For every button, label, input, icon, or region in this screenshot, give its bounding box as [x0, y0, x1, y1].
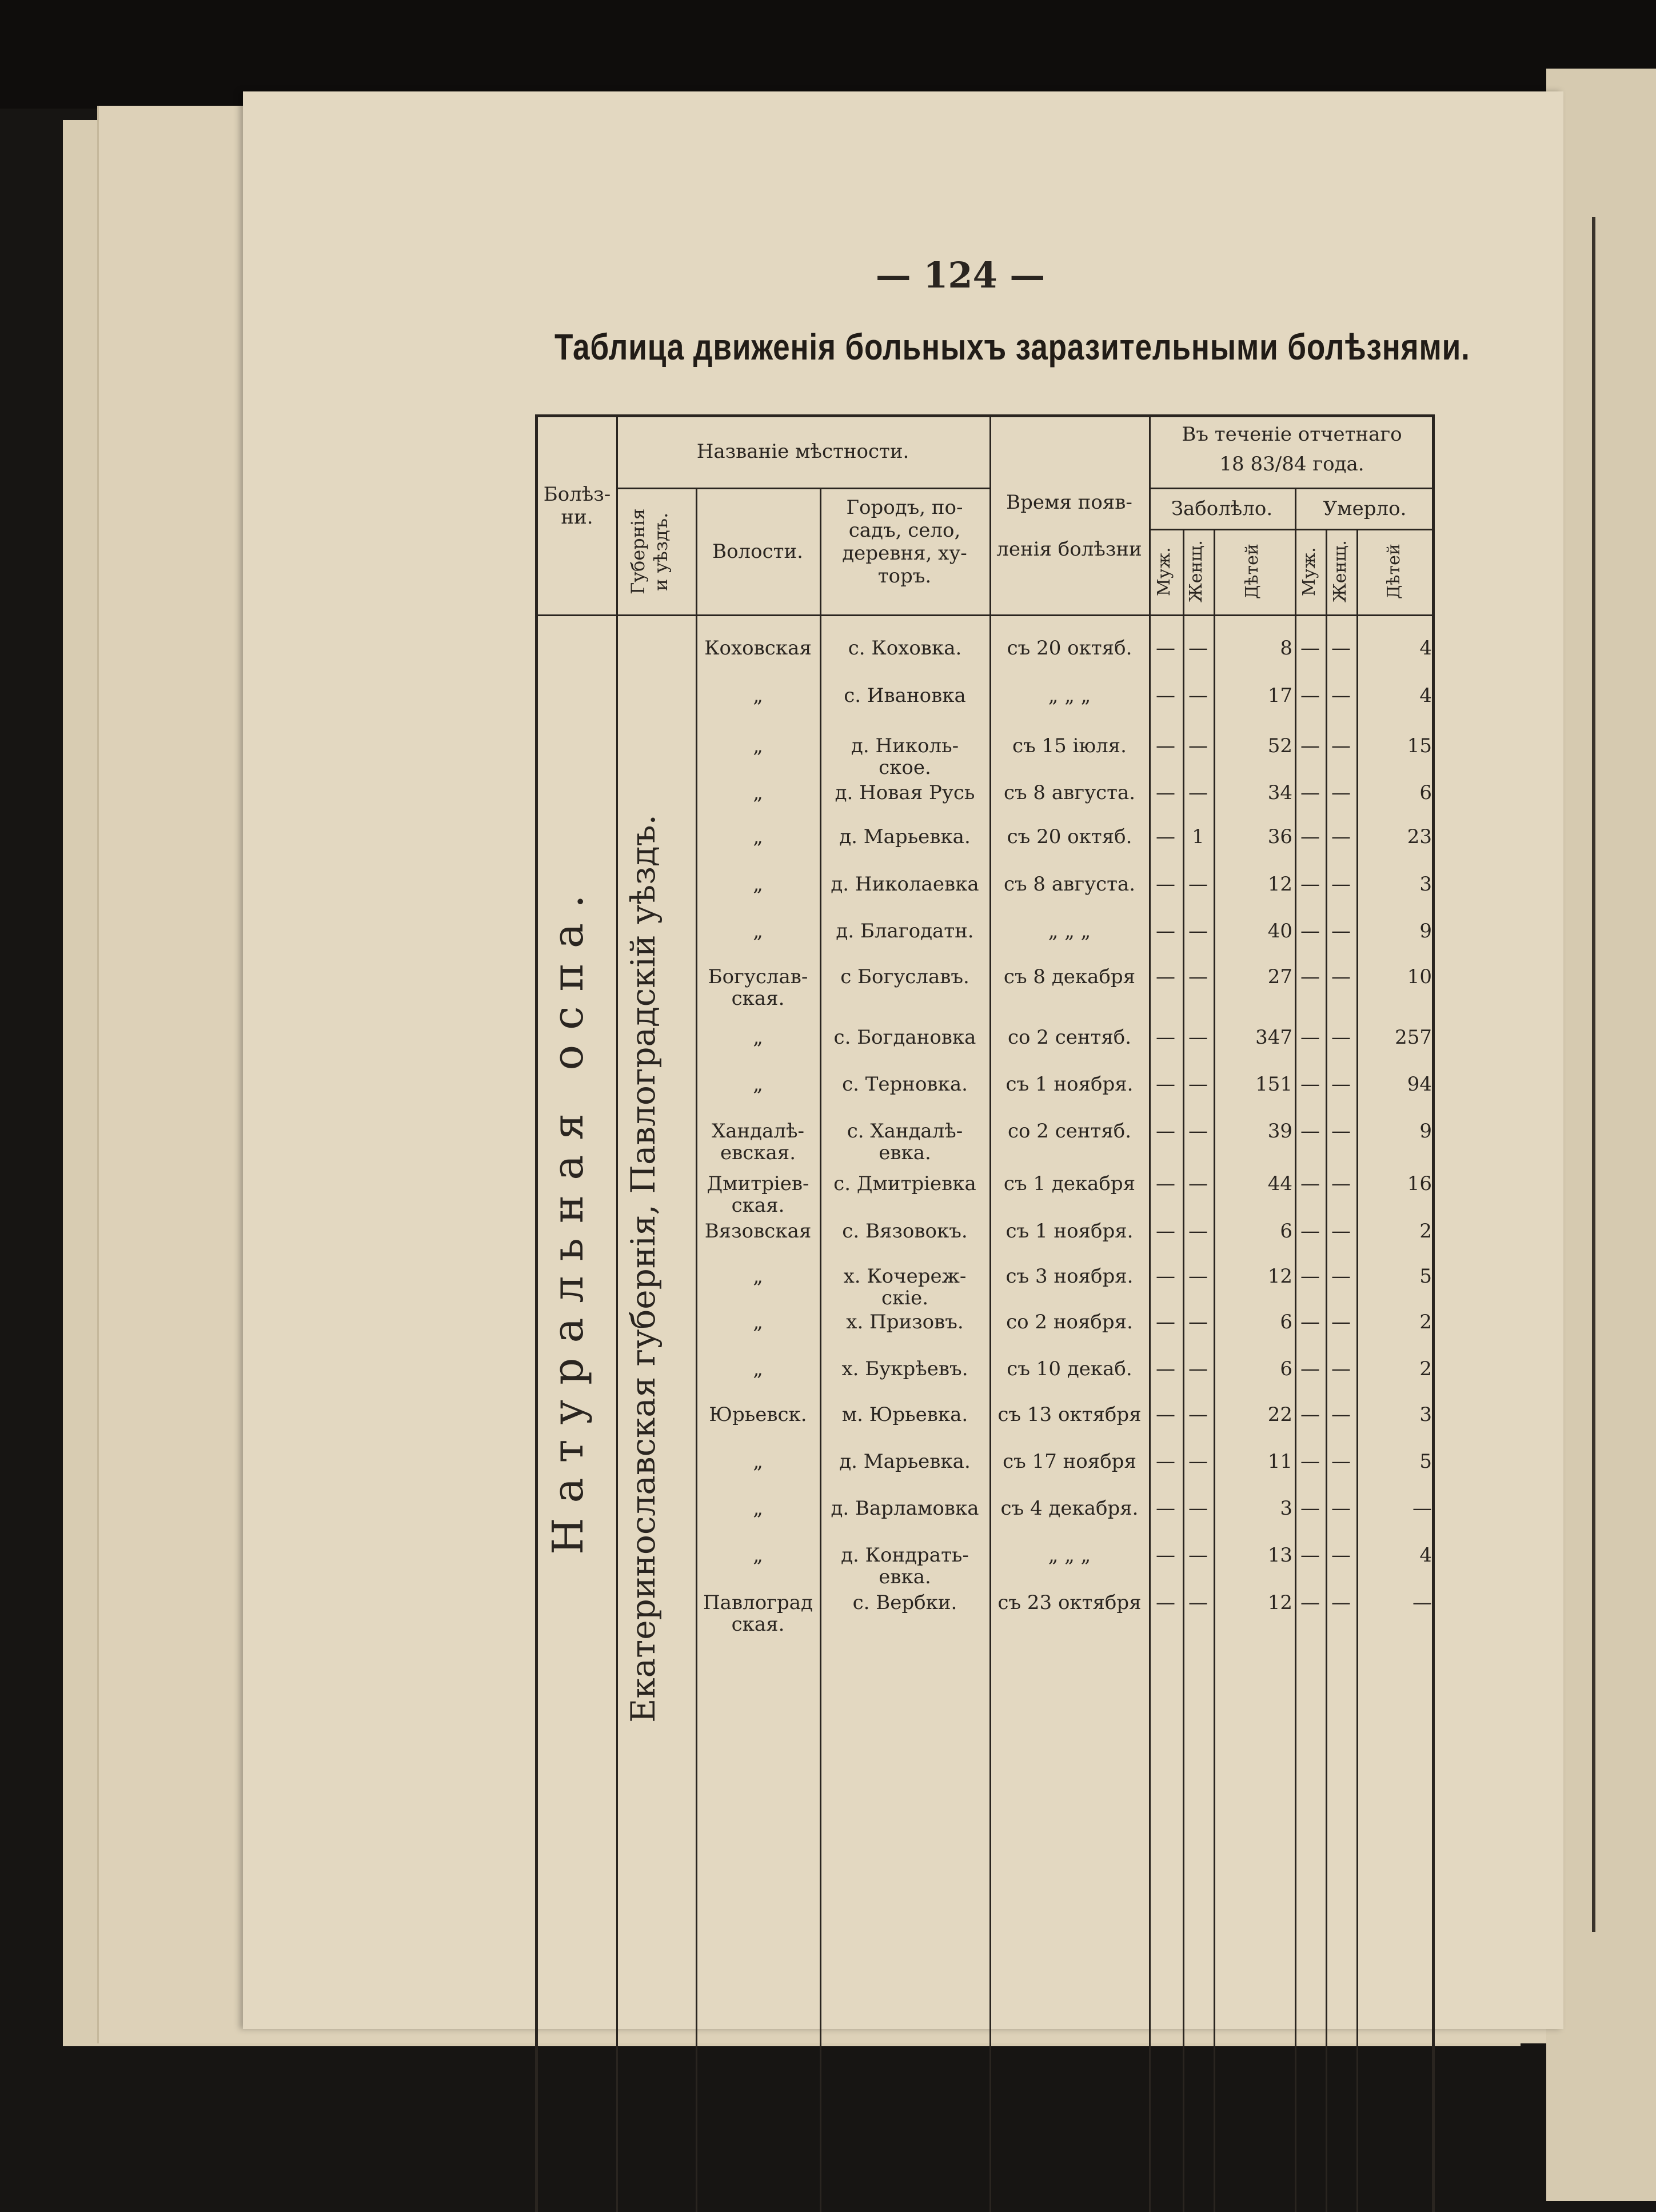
table-cell-sm: —	[1156, 1450, 1175, 1473]
table-cell-sm: —	[1156, 1544, 1175, 1567]
table-cell-time: съ 1 ноября.	[1005, 1073, 1134, 1096]
table-cell-dm: —	[1300, 1120, 1320, 1143]
table-cell-volost: „	[753, 1311, 763, 1333]
table-cell-volost: „	[753, 1265, 763, 1288]
table-cell-dw: —	[1331, 1403, 1351, 1426]
table-cell-dm: —	[1300, 965, 1320, 988]
table-cell-dm: —	[1300, 684, 1320, 707]
table-cell-time: „ „ „	[1048, 1544, 1091, 1567]
table-cell-sw: —	[1188, 1172, 1208, 1195]
table-cell-sc: 27	[1267, 965, 1292, 988]
table-cell-time: съ 20 октяб.	[1007, 825, 1132, 848]
table-cell-dc: 5	[1419, 1265, 1432, 1288]
table-cell-sm: —	[1156, 873, 1175, 896]
header-province: Губернія и уѣздъ.	[627, 508, 672, 595]
table-cell-sw: —	[1188, 1073, 1208, 1096]
table-cell-dc: —	[1412, 1497, 1432, 1520]
header-sick-men: Муж.	[1154, 547, 1174, 596]
table-cell-sc: 6	[1280, 1357, 1292, 1380]
table-cell-volost: „	[753, 1544, 763, 1567]
table-cell-dm: —	[1300, 781, 1320, 804]
table-cell-time: съ 3 ноября.	[1005, 1265, 1134, 1288]
table-cell-sm: —	[1156, 1120, 1175, 1143]
table-cell-sc: 36	[1267, 825, 1292, 848]
table-cell-sc: 34	[1267, 781, 1292, 804]
table-cell-time: „ „ „	[1048, 684, 1091, 707]
table-cell-sm: —	[1156, 1591, 1175, 1614]
table-cell-dc: —	[1412, 1591, 1432, 1614]
table-cell-volost: „	[753, 873, 763, 896]
header-sick: Заболѣло.	[1171, 497, 1273, 520]
header-sick-children: Дѣтей	[1242, 544, 1262, 600]
table-cell-sm: —	[1156, 1497, 1175, 1520]
table-cell-sm: —	[1156, 1073, 1175, 1096]
table-cell-sc: 151	[1255, 1073, 1292, 1096]
header-volost: Волости.	[712, 540, 803, 563]
table-cell-dc: 5	[1419, 1450, 1432, 1473]
table-cell-time: со 2 сентяб.	[1007, 1120, 1132, 1143]
table-cell-dw: —	[1331, 1591, 1351, 1614]
table-cell-sm: —	[1156, 920, 1175, 943]
table-cell-dc: 16	[1407, 1172, 1432, 1195]
table-cell-dw: —	[1331, 1311, 1351, 1333]
table-cell-dc: 9	[1419, 920, 1432, 943]
header-time: Время появ- ленія болѣзни	[996, 491, 1142, 561]
table-cell-dm: —	[1300, 825, 1320, 848]
table-cell-time: съ 13 октября	[997, 1403, 1142, 1426]
table-cell-time: со 2 ноября.	[1006, 1311, 1133, 1333]
table-cell-place: д. Кондрать- евка.	[841, 1544, 969, 1588]
table-cell-dw: —	[1331, 1497, 1351, 1520]
table-cell-sc: 6	[1280, 1311, 1292, 1333]
table-cell-sm: —	[1156, 1403, 1175, 1426]
table-cell-volost: „	[753, 1497, 763, 1520]
table-cell-time: съ 10 декаб.	[1007, 1357, 1132, 1380]
table-cell-place: с. Вязовокъ.	[842, 1220, 968, 1243]
table-cell-sc: 12	[1267, 1591, 1292, 1614]
table-cell-sm: —	[1156, 825, 1175, 848]
table-cell-dw: —	[1331, 1450, 1351, 1473]
table-cell-time: съ 23 октября	[997, 1591, 1142, 1614]
table-cell-volost: „	[753, 684, 763, 707]
table-cell-sw: —	[1188, 1357, 1208, 1380]
table-cell-place: с. Коховка.	[848, 637, 962, 660]
table-cell-time: съ 4 декабря.	[1000, 1497, 1139, 1520]
table-cell-dm: —	[1300, 1172, 1320, 1195]
header-dead: Умерло.	[1323, 497, 1407, 520]
table-cell-place: д. Николаевка	[831, 873, 979, 896]
table-cell-time: съ 15 іюля.	[1012, 734, 1127, 757]
table-cell-volost: „	[753, 1073, 763, 1096]
table-cell-dm: —	[1300, 873, 1320, 896]
table-cell-sc: 12	[1267, 873, 1292, 896]
table-cell-sm: —	[1156, 1172, 1175, 1195]
table-cell-sc: 3	[1280, 1497, 1292, 1520]
table-cell-place: д. Благодатн.	[836, 920, 974, 943]
table-cell-dw: —	[1331, 1265, 1351, 1288]
table-cell-dc: 4	[1419, 637, 1432, 660]
table-cell-sw: —	[1188, 1403, 1208, 1426]
table-cell-sm: —	[1156, 637, 1175, 660]
table-cell-sc: 39	[1267, 1120, 1292, 1143]
table-cell-sw: —	[1188, 1544, 1208, 1567]
table-cell-dc: 10	[1407, 965, 1432, 988]
table-cell-dm: —	[1300, 1220, 1320, 1243]
table-cell-dw: —	[1331, 920, 1351, 943]
table-cell-dw: —	[1331, 684, 1351, 707]
table-cell-dw: —	[1331, 637, 1351, 660]
table-cell-dc: 257	[1395, 1026, 1432, 1049]
table-cell-place: с. Богдановка	[833, 1026, 976, 1049]
table-cell-dc: 3	[1419, 873, 1432, 896]
table-cell-dc: 4	[1419, 1544, 1432, 1567]
table-cell-time: съ 20 октяб.	[1007, 637, 1132, 660]
table-cell-volost: Юрьевск.	[709, 1403, 807, 1426]
table-cell-dc: 23	[1407, 825, 1432, 848]
table-cell-dc: 2	[1419, 1311, 1432, 1333]
table-cell-sm: —	[1156, 1357, 1175, 1380]
table-cell-volost: „	[753, 1450, 763, 1473]
header-disease: Болѣз- ни.	[543, 483, 611, 529]
table-cell-place: с. Вербки.	[852, 1591, 957, 1614]
table-cell-sw: —	[1188, 1026, 1208, 1049]
disease-label: Натуральная оспа.	[544, 880, 593, 1555]
table-cell-volost: „	[753, 1026, 763, 1049]
table-cell-dm: —	[1300, 1265, 1320, 1288]
table-cell-sm: —	[1156, 965, 1175, 988]
province-label: Екатеринославская губернія, Павлоградскій уѣздъ.	[624, 814, 663, 1723]
table-cell-sw: —	[1188, 1311, 1208, 1333]
table-cell-dw: —	[1331, 1220, 1351, 1243]
table-cell-volost: Коховская	[704, 637, 812, 660]
table-cell-sc: 22	[1267, 1403, 1292, 1426]
table-cell-time: съ 8 декабря	[1003, 965, 1136, 988]
table-cell-time: съ 8 августа.	[1003, 873, 1136, 896]
table-cell-dw: —	[1331, 965, 1351, 988]
table-cell-place: м. Юрьевка.	[841, 1403, 968, 1426]
table-cell-sm: —	[1156, 1311, 1175, 1333]
table-cell-dc: 2	[1419, 1220, 1432, 1243]
table-cell-dc: 3	[1419, 1403, 1432, 1426]
table-cell-sm: —	[1156, 1220, 1175, 1243]
header-locality: Названіе мѣстности.	[696, 440, 909, 463]
header-dead-children: Дѣтей	[1384, 544, 1404, 600]
table-cell-place: с. Дмитріевка	[833, 1172, 976, 1195]
table-cell-volost: Хандалѣ- евская.	[712, 1120, 804, 1164]
table-cell-sc: 12	[1267, 1265, 1292, 1288]
table-cell-sw: —	[1188, 781, 1208, 804]
header-sick-women: Женщ.	[1186, 540, 1206, 603]
table-cell-sw: —	[1188, 965, 1208, 988]
table-cell-sc: 13	[1267, 1544, 1292, 1567]
table-cell-sw: —	[1188, 1120, 1208, 1143]
table-cell-sw: —	[1188, 1220, 1208, 1243]
header-dead-men: Муж.	[1299, 547, 1319, 596]
table-cell-sw: —	[1188, 637, 1208, 660]
page-number: — 124 —	[875, 254, 1046, 296]
table-cell-dc: 9	[1419, 1120, 1432, 1143]
table-cell-dw: —	[1331, 1357, 1351, 1380]
table-cell-sm: —	[1156, 1026, 1175, 1049]
table-cell-sm: —	[1156, 684, 1175, 707]
table-cell-volost: Павлоград ская.	[703, 1591, 813, 1636]
table-cell-sw: —	[1188, 920, 1208, 943]
table-cell-time: съ 8 августа.	[1003, 781, 1136, 804]
table-cell-sw: —	[1188, 734, 1208, 757]
table-cell-sw: —	[1188, 1497, 1208, 1520]
table-cell-sw: —	[1188, 684, 1208, 707]
table-cell-dw: —	[1331, 873, 1351, 896]
table-cell-sm: —	[1156, 781, 1175, 804]
page-title: Таблица движенія больныхъ заразительными болѣзнями.	[554, 326, 1470, 368]
table-cell-dw: —	[1331, 1544, 1351, 1567]
table-cell-dm: —	[1300, 1357, 1320, 1380]
table-cell-time: съ 1 декабря	[1003, 1172, 1136, 1195]
table-cell-dm: —	[1300, 1497, 1320, 1520]
table-cell-sc: 6	[1280, 1220, 1292, 1243]
table-cell-dm: —	[1300, 1591, 1320, 1614]
table-cell-dc: 15	[1407, 734, 1432, 757]
table-cell-dm: —	[1300, 1544, 1320, 1567]
table-cell-place: х. Букрѣевъ.	[841, 1357, 968, 1380]
table-cell-sc: 11	[1267, 1450, 1292, 1473]
table-cell-dw: —	[1331, 1172, 1351, 1195]
table-cell-dm: —	[1300, 1073, 1320, 1096]
table-cell-volost: Вязовская	[704, 1220, 812, 1243]
header-dead-women: Женщ.	[1330, 540, 1350, 603]
table-cell-place: д. Новая Русь	[835, 781, 975, 804]
table-cell-dw: —	[1331, 1073, 1351, 1096]
table-cell-dc: 94	[1407, 1073, 1432, 1096]
table-cell-sc: 44	[1267, 1172, 1292, 1195]
table-cell-sc: 347	[1255, 1026, 1292, 1049]
table-cell-volost: „	[753, 825, 763, 848]
table-cell-volost: „	[753, 920, 763, 943]
table-cell-dm: —	[1300, 920, 1320, 943]
disease-table	[535, 414, 1435, 2212]
table-cell-dm: —	[1300, 637, 1320, 660]
table-cell-dm: —	[1300, 1026, 1320, 1049]
table-cell-sw: —	[1188, 1450, 1208, 1473]
table-cell-place: с. Ивановка	[844, 684, 966, 707]
table-cell-dm: —	[1300, 1311, 1320, 1333]
table-cell-sm: —	[1156, 734, 1175, 757]
table-cell-dc: 4	[1419, 684, 1432, 707]
table-cell-sc: 52	[1267, 734, 1292, 757]
table-cell-place: д. Марьевка.	[839, 825, 971, 848]
table-cell-dw: —	[1331, 734, 1351, 757]
table-cell-sw: —	[1188, 1265, 1208, 1288]
table-cell-dc: 2	[1419, 1357, 1432, 1380]
table-cell-sm: —	[1156, 1265, 1175, 1288]
table-cell-volost: „	[753, 1357, 763, 1380]
header-period-year: 18 83/84 года.	[1219, 453, 1364, 476]
table-cell-time: съ 1 ноября.	[1005, 1220, 1134, 1243]
table-cell-place: д. Марьевка.	[839, 1450, 971, 1473]
table-cell-sw: —	[1188, 1591, 1208, 1614]
table-cell-dw: —	[1331, 781, 1351, 804]
table-cell-place: с Богуславъ.	[840, 965, 969, 988]
table-cell-dm: —	[1300, 1450, 1320, 1473]
table-cell-volost: Богуслав- ская.	[708, 965, 808, 1010]
table-cell-volost: „	[753, 781, 763, 804]
table-cell-place: д. Николь- ское.	[851, 734, 959, 779]
table-cell-volost: „	[753, 734, 763, 757]
table-cell-dw: —	[1331, 825, 1351, 848]
table-cell-sc: 17	[1267, 684, 1292, 707]
table-cell-volost: Дмитріев- ская.	[707, 1172, 809, 1217]
table-cell-dm: —	[1300, 734, 1320, 757]
table-cell-place: х. Призовъ.	[846, 1311, 964, 1333]
table-cell-dc: 6	[1419, 781, 1432, 804]
header-place: Городъ, по- садъ, село, деревня, ху- торъ.	[842, 496, 967, 588]
table-cell-time: со 2 сентяб.	[1007, 1026, 1132, 1049]
table-cell-dw: —	[1331, 1120, 1351, 1143]
header-period: Въ теченіе отчетнаго	[1182, 423, 1402, 446]
table-cell-dm: —	[1300, 1403, 1320, 1426]
table-cell-time: „ „ „	[1048, 920, 1091, 943]
table-cell-place: с. Терновка.	[842, 1073, 968, 1096]
table-cell-sw: 1	[1192, 825, 1204, 848]
table-cell-place: д. Варламовка	[831, 1497, 979, 1520]
table-cell-sc: 8	[1280, 637, 1292, 660]
table-cell-sw: —	[1188, 873, 1208, 896]
table-cell-place: х. Кочереж- скіе.	[843, 1265, 967, 1309]
table-cell-time: съ 17 ноября	[1003, 1450, 1136, 1473]
table-cell-place: с. Хандалѣ- евка.	[847, 1120, 963, 1164]
table-cell-sc: 40	[1267, 920, 1292, 943]
table-cell-dw: —	[1331, 1026, 1351, 1049]
